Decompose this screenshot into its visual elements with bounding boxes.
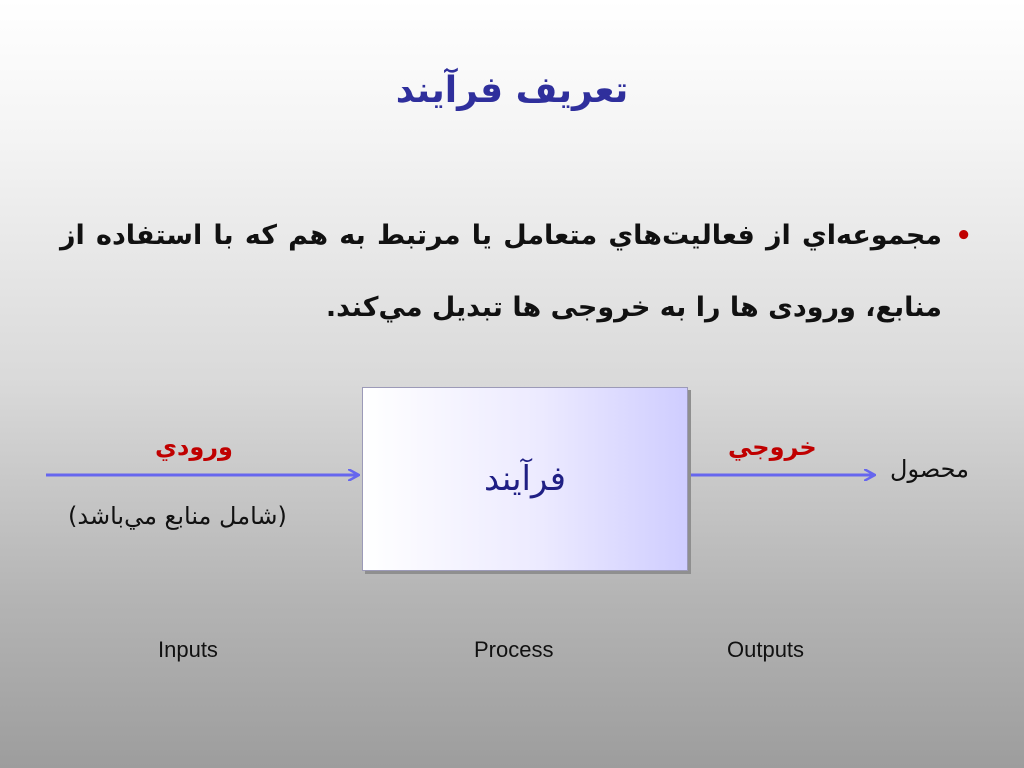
definition-text: مجموعه‌اي از فعاليت‌هاي متعامل يا مرتبط به هم كه با استفاده از منابع، ورودی ها را به خروجی ها تبديل مي‌كند. bbox=[60, 220, 942, 323]
input-label: ورودي bbox=[155, 433, 233, 461]
bullet-marker: • bbox=[955, 221, 972, 251]
product-label: محصول bbox=[890, 455, 969, 483]
process-label: فرآيند bbox=[483, 459, 567, 499]
output-label: خروجي bbox=[728, 433, 817, 461]
footer-outputs: Outputs bbox=[727, 637, 805, 662]
footer-process: Process bbox=[474, 637, 554, 662]
footer-inputs: Inputs bbox=[158, 637, 218, 662]
input-note: (شامل منابع مي‌باشد) bbox=[68, 502, 287, 530]
slide-title: تعریف فرآیند bbox=[395, 70, 629, 111]
process-box bbox=[362, 387, 688, 571]
